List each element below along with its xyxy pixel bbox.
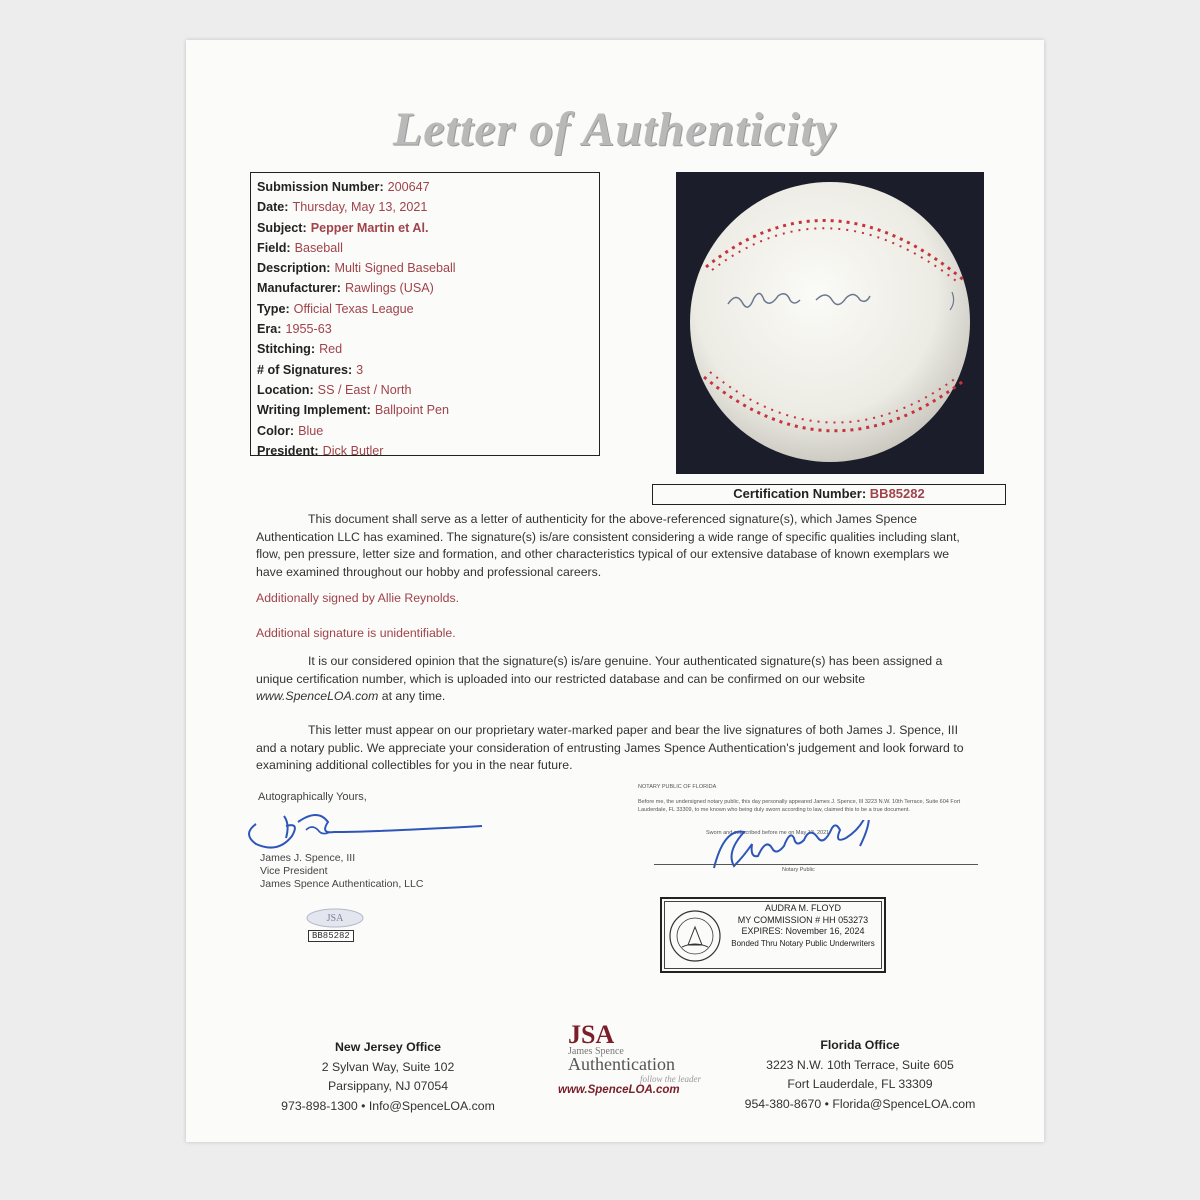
info-row (257, 218, 593, 238)
additional-signature-note: Additionally signed by Allie Reynolds. (256, 591, 460, 605)
info-row (257, 319, 593, 339)
fl-office-address-2: Fort Lauderdale, FL 33309 (787, 1077, 933, 1091)
info-label: President: (257, 443, 319, 458)
sticker-code: BB85282 (308, 930, 354, 942)
certification-label: Certification Number: (733, 486, 867, 501)
closing-text: Autographically Yours, (258, 791, 367, 803)
info-value: Baseball (294, 240, 343, 255)
signer-name: James J. Spence, III (260, 852, 356, 864)
stamp-expires: EXPIRES: November 16, 2024 (741, 926, 865, 936)
info-value: Dick Butler (322, 443, 384, 458)
info-label: Field: (257, 240, 291, 255)
logo-james-spence: James Spence (568, 1046, 624, 1057)
info-label: Description: (257, 261, 331, 276)
jsa-hologram-sticker (300, 906, 370, 950)
florida-seal-icon (668, 907, 722, 965)
info-value: Blue (298, 423, 324, 438)
info-label: Date: (257, 200, 289, 215)
nj-office (268, 1038, 508, 1116)
info-row (257, 238, 593, 258)
nj-office-address-1: 2 Sylvan Way, Suite 102 (321, 1059, 455, 1074)
info-label: Color: (257, 423, 295, 438)
info-value: Multi Signed Baseball (334, 261, 456, 276)
paragraph-3-text: This letter must appear on our proprietary water-marked paper and bear the live signatures of both James J. Spence, III and a notary public. We appreciate your consideration of entrusting James Spence Authentication's judgement and look forward to examining additional collectibles for you in the near future. (256, 723, 964, 772)
info-value: Official Texas League (293, 301, 414, 316)
info-value: 1955-63 (285, 322, 332, 337)
notary-signature-line (654, 864, 978, 865)
page-title: Letter of Authenticity (392, 103, 838, 156)
footer-website-link[interactable]: www.SpenceLOA.com (558, 1084, 680, 1096)
watermark-paragraph (256, 722, 972, 775)
info-row (257, 441, 593, 461)
svg-text:JSA: JSA (326, 913, 344, 924)
paragraph-2-text-b: at any time. (378, 689, 446, 703)
info-row (257, 299, 593, 319)
signer-company: James Spence Authentication, LLC (260, 878, 424, 890)
stamp-bonded: Bonded Thru Notary Public Underwriters (731, 938, 875, 948)
info-row (257, 400, 593, 420)
signer-block (260, 852, 423, 891)
info-label: Writing Implement: (257, 403, 371, 418)
info-row (257, 339, 593, 359)
jsa-logo (548, 1020, 718, 1096)
paragraph-1-text: This document shall serve as a letter of authenticity for the above-referenced signature(s), which James Spence Authentication LLC has examined. The signature(s) is/are consistent considering a wide range of specific qualities including slant, flow, pen pressure, letter size and formation, and other characteristics typical of our extensive database of known exemplars we have examined throughout our hobby and professional careers. (256, 512, 960, 579)
certification-number-box (652, 484, 1006, 505)
notary-stamp (660, 897, 886, 973)
info-row (257, 197, 593, 217)
info-label: Era: (257, 322, 282, 337)
website-link[interactable]: www.SpenceLOA.com (256, 689, 379, 703)
paragraph-2-text-a: It is our considered opinion that the signature(s) is/are genuine. Your authenticated signature(s) has been assigned a unique certification number, which is uploaded into our restricted database and can be confirmed on our website (256, 654, 943, 686)
info-value: Red (319, 342, 343, 357)
nj-office-address-2: Parsippany, NJ 07054 (327, 1079, 449, 1093)
authenticity-paragraph (256, 511, 972, 581)
info-value: Thursday, May 13, 2021 (292, 200, 428, 215)
info-label: Submission Number: (257, 180, 384, 194)
submission-info-box (250, 172, 600, 456)
letter-paper (186, 40, 1044, 1142)
opinion-paragraph (256, 653, 972, 706)
info-value: Pepper Martin et Al. (310, 220, 429, 235)
signer-role: Vice President (260, 865, 328, 877)
info-value: SS / East / North (317, 382, 412, 397)
certification-number: BB85282 (869, 486, 925, 501)
info-label: Stitching: (257, 342, 316, 357)
fl-office-address-1: 3223 N.W. 10th Terrace, Suite 605 (766, 1057, 954, 1072)
notary-sworn: Sworn and subscribed before me on May 13, 2021 (706, 830, 830, 836)
logo-tagline: follow the leader (640, 1074, 701, 1084)
unidentifiable-signature-note: Additional signature is unidentifiable. (256, 626, 456, 640)
stamp-commission: MY COMMISSION # HH 053273 (737, 914, 869, 925)
info-value: 200647 (387, 180, 430, 194)
notary-label: Notary Public (782, 867, 815, 873)
info-label: Type: (257, 301, 290, 316)
stamp-text (726, 903, 880, 949)
info-value: 3 (356, 362, 364, 377)
fl-office (728, 1036, 992, 1114)
info-label: Manufacturer: (257, 281, 341, 296)
hologram-icon (300, 906, 370, 950)
baseball-photo (676, 172, 984, 474)
info-row (257, 258, 593, 278)
fl-office-contact: 954-380-8670 • Florida@SpenceLOA.com (744, 1096, 976, 1111)
fl-office-heading: Florida Office (820, 1038, 900, 1052)
info-row (257, 177, 593, 197)
info-row (257, 360, 593, 380)
notary-heading: NOTARY PUBLIC OF FLORIDA (638, 784, 717, 790)
stamp-name: AUDRA M. FLOYD (764, 903, 841, 913)
logo-authentication: Authentication (568, 1054, 675, 1074)
notary-text: Before me, the undersigned notary public, this day personally appeared James J. Spence, III 3223 N.W. 10th Terrace, Suite 604 Fort Lauderdale, FL 33309, to me known who being duly sworn according to law, claimed this to be a true document. (638, 799, 961, 813)
notary-signature (694, 820, 954, 882)
nj-office-contact: 973-898-1300 • Info@SpenceLOA.com (281, 1098, 495, 1113)
logo-jsa-text: JSA (568, 1020, 615, 1049)
info-value: Rawlings (USA) (344, 281, 434, 296)
info-value: Ballpoint Pen (374, 403, 450, 418)
info-label: Location: (257, 382, 314, 397)
spence-signature (236, 802, 486, 852)
baseball-image (676, 172, 984, 474)
info-label: # of Signatures: (257, 362, 353, 377)
info-row (257, 278, 593, 298)
nj-office-heading: New Jersey Office (335, 1040, 441, 1054)
info-label: Subject: (257, 220, 307, 235)
info-row (257, 380, 593, 400)
info-row (257, 421, 593, 441)
